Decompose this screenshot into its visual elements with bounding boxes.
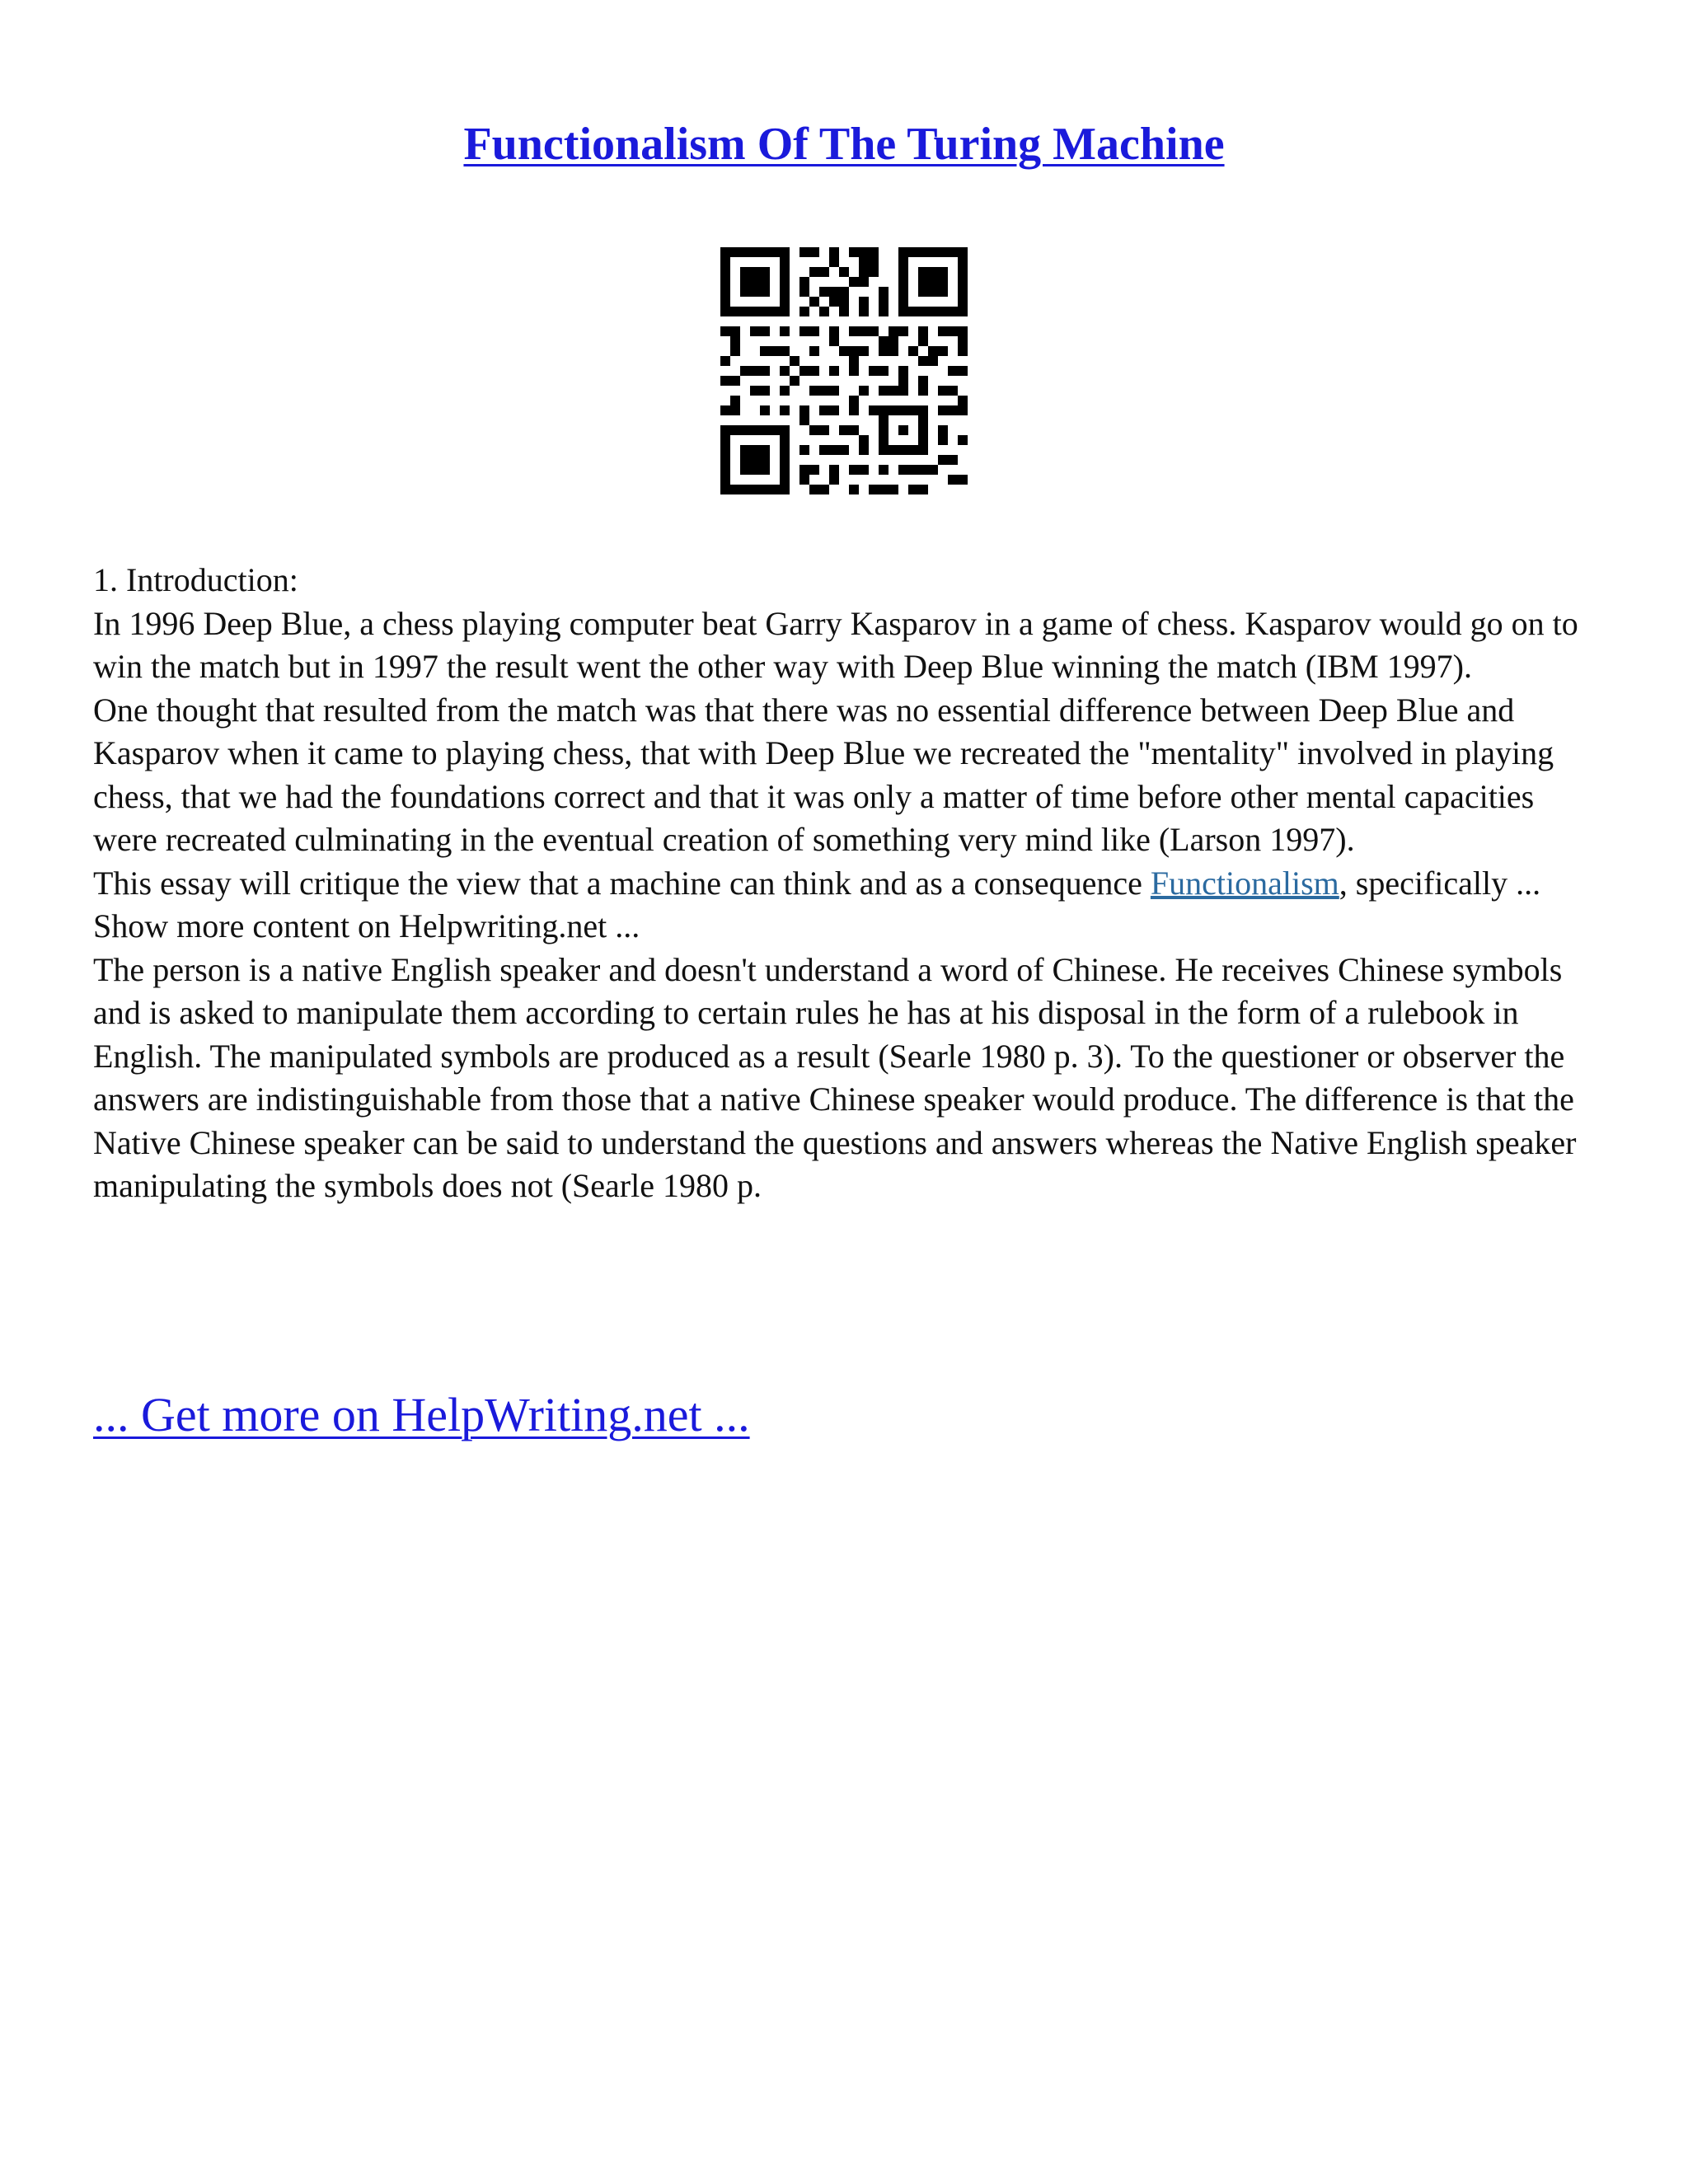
critique-text-end: , specifically ... Show more content on Helpwriting.net ... [93,864,1541,944]
paragraph-deep-blue: In 1996 Deep Blue, a chess playing computer beat Garry Kasparov in a game of chess. Kasparov would go on to win the match but in 1997 the result went the other way with Deep Blue winning the match (IBM 1997). [93,604,1578,685]
paragraph-mentality: One thought that resulted from the match was that there was no essential difference between Deep Blue and Kasparov when it came to playing chess, that with Deep Blue we recreated the "mentality" involved in playing chess, that we had the foundations correct and that it was only a matter of time before other mental capacities were recreated culminating in the eventual creation of something very mind like (Larson 1997). [93,691,1554,858]
qr-code-icon [720,247,968,494]
intro-heading: 1. Introduction: [93,561,298,598]
critique-text-start: This essay will critique the view that a machine can think and as a consequence [93,864,1151,902]
page-title [0,115,1688,173]
paragraph-chinese-room: The person is a native English speaker and doesn't understand a word of Chinese. He receives Chinese symbols and is asked to manipulate them according to certain rules he has at his disposal in the form of a rulebook in English. The manipulated symbols are produced as a result (Searle 1980 p. 3). To the questioner or observer the answers are indistinguishable from those that a native Chinese speaker would produce. The difference is that the Native Chinese speaker can be said to understand the questions and answers whereas the Native English speaker manipulating the symbols does not (Searle 1980 p. [93,950,1577,1204]
functionalism-link[interactable]: Functionalism [1150,864,1339,902]
article-body [93,559,1601,1208]
get-more-link[interactable]: ... Get more on HelpWriting.net ... [93,1388,750,1441]
title-link[interactable]: Functionalism Of The Turing Machine [463,119,1225,170]
paragraph-critique [93,862,1601,949]
